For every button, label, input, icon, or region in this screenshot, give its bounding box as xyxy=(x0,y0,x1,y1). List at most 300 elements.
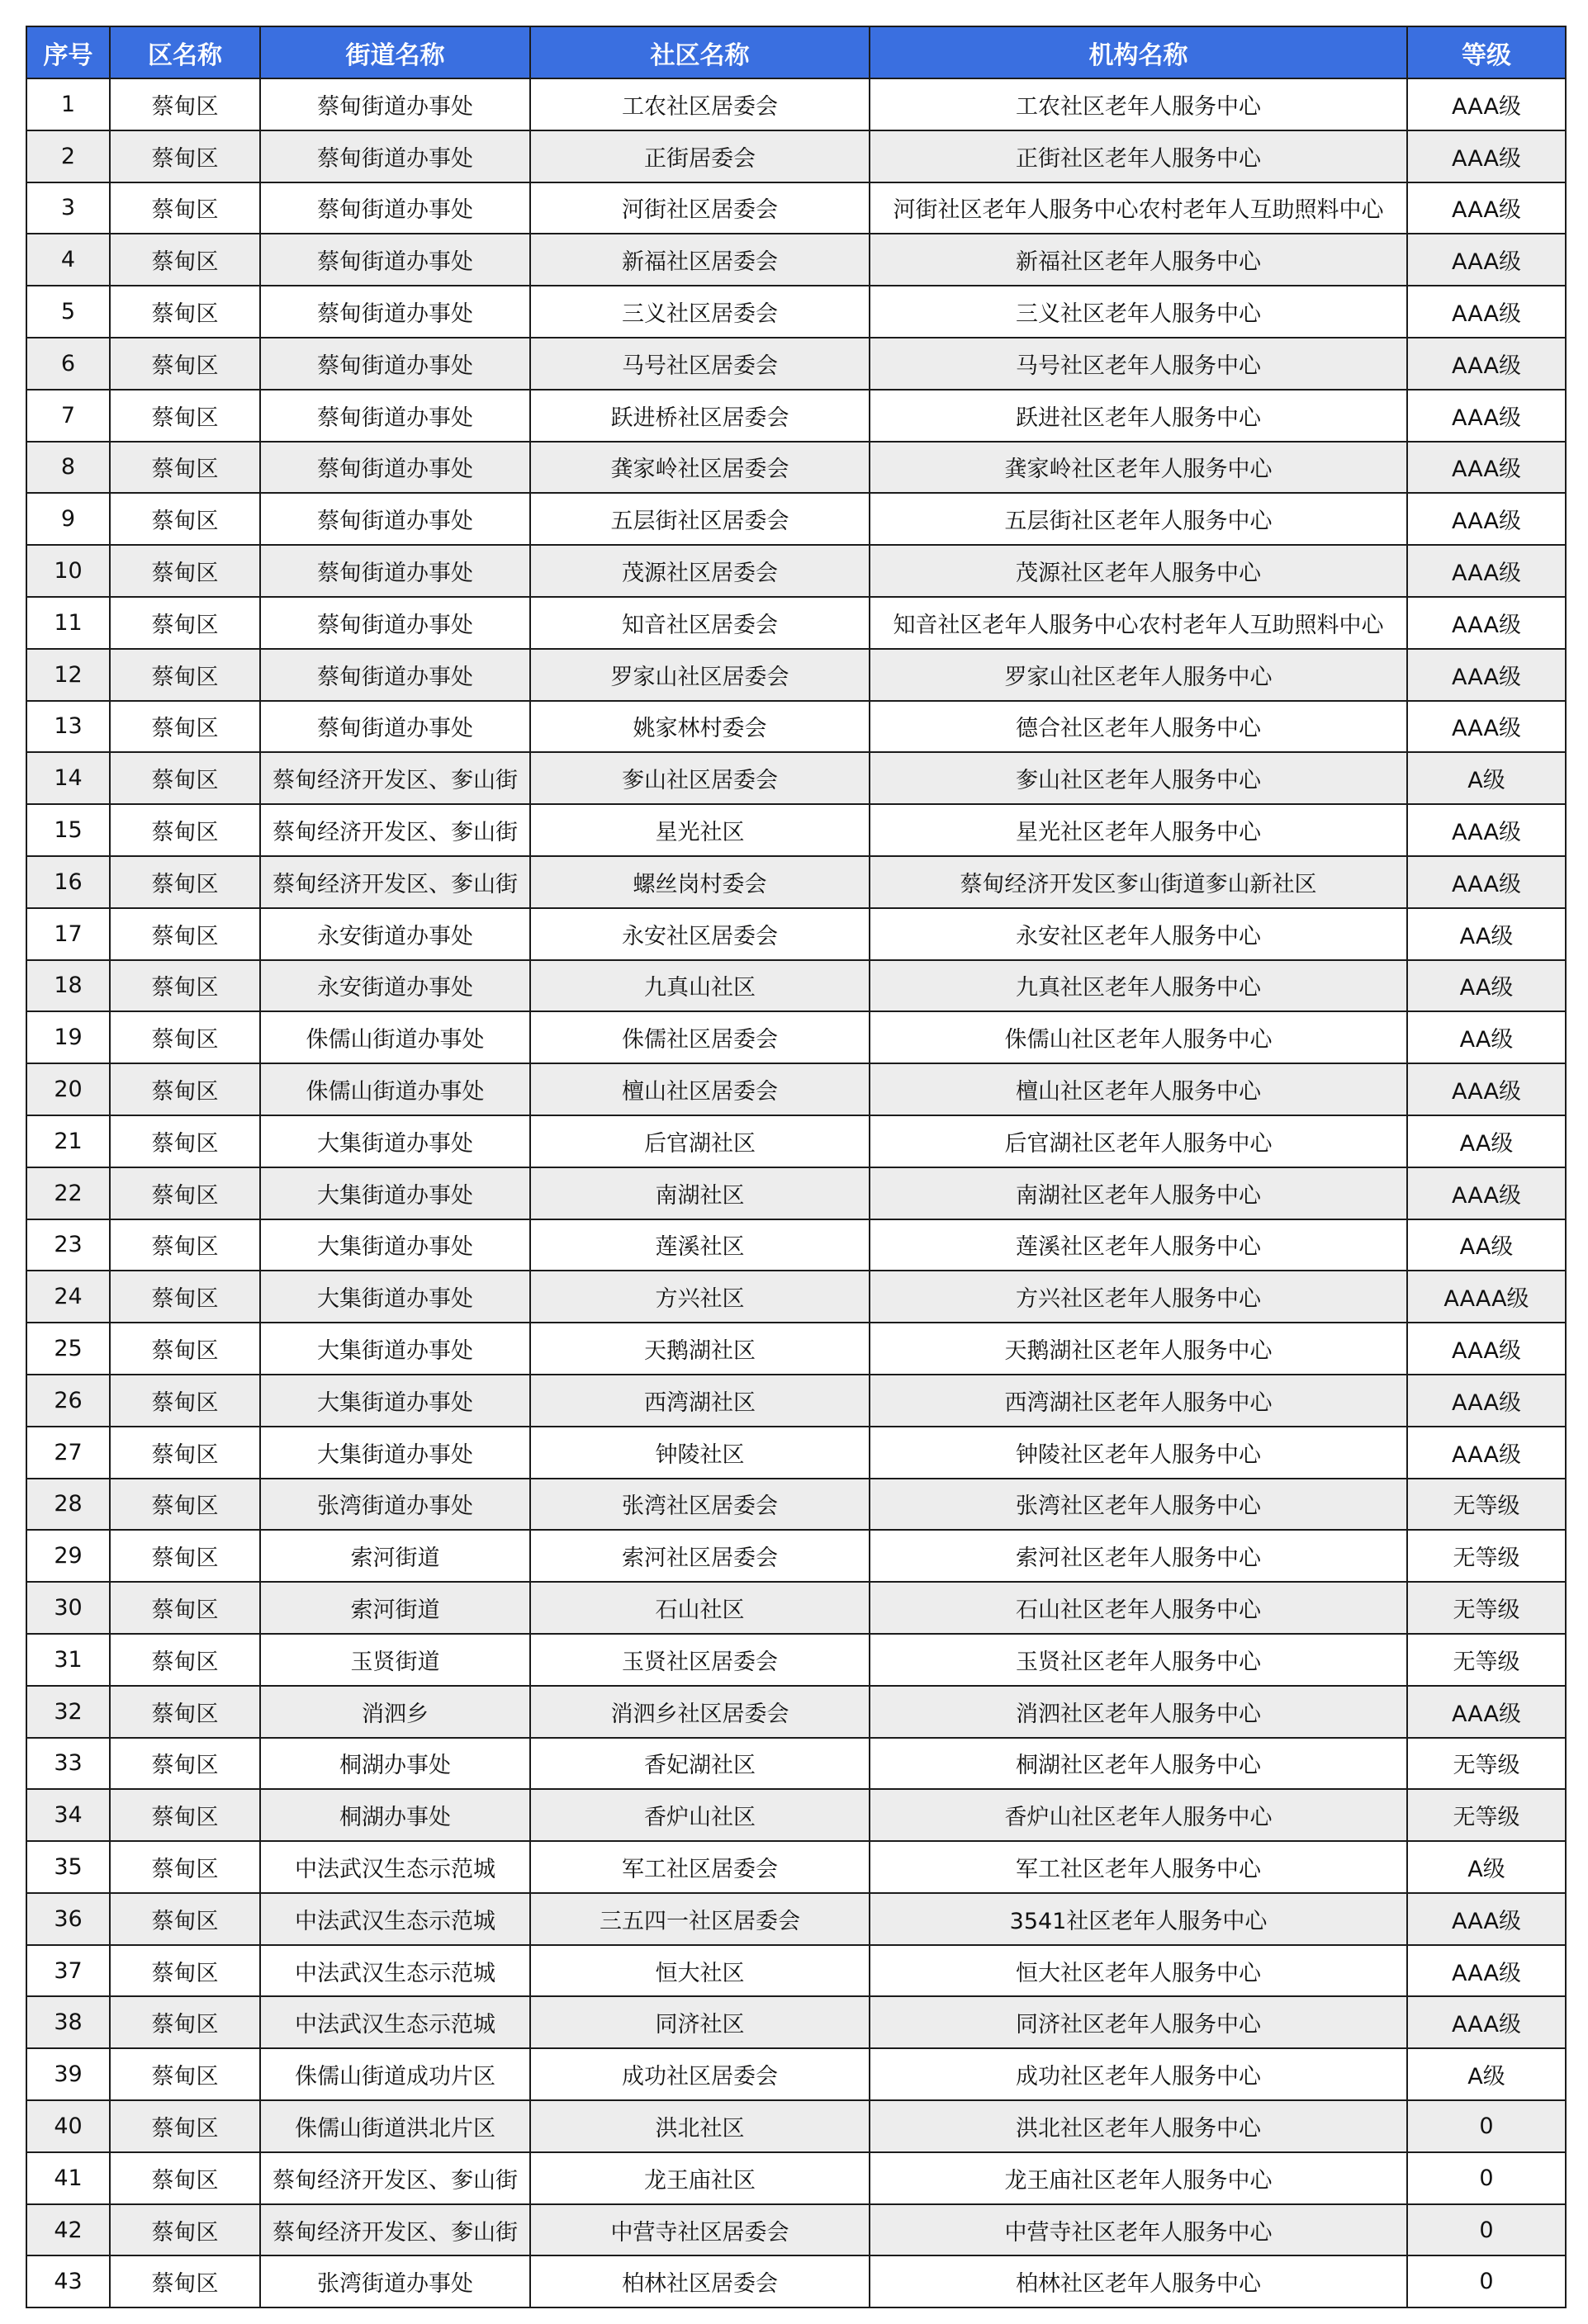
cell-index: 7 xyxy=(26,390,110,442)
cell-institution: 星光社区老年人服务中心 xyxy=(870,804,1407,856)
cell-street: 消泗乡 xyxy=(260,1686,530,1738)
cell-street: 玉贤街道 xyxy=(260,1634,530,1686)
cell-institution: 恒大社区老年人服务中心 xyxy=(870,1945,1407,1997)
cell-street: 蔡甸经济开发区、奓山街 xyxy=(260,804,530,856)
cell-grade: AAA级 xyxy=(1407,856,1566,908)
table-row xyxy=(26,130,1566,182)
cell-district: 蔡甸区 xyxy=(110,1167,260,1219)
table-row xyxy=(26,1063,1566,1115)
table-row xyxy=(26,286,1566,338)
cell-grade: 无等级 xyxy=(1407,1479,1566,1531)
cell-community: 龙王庙社区 xyxy=(530,2152,870,2204)
table-row xyxy=(26,2152,1566,2204)
table-row xyxy=(26,1271,1566,1323)
table-body xyxy=(26,78,1566,2307)
cell-street: 中法武汉生态示范城 xyxy=(260,1945,530,1997)
cell-index: 42 xyxy=(26,2204,110,2256)
cell-district: 蔡甸区 xyxy=(110,1530,260,1582)
header-institution: 机构名称 xyxy=(870,26,1407,78)
cell-district: 蔡甸区 xyxy=(110,856,260,908)
cell-street: 蔡甸街道办事处 xyxy=(260,545,530,597)
table-row xyxy=(26,1582,1566,1634)
cell-index: 11 xyxy=(26,597,110,649)
cell-institution: 茂源社区老年人服务中心 xyxy=(870,545,1407,597)
cell-grade: A级 xyxy=(1407,1841,1566,1893)
cell-institution: 南湖社区老年人服务中心 xyxy=(870,1167,1407,1219)
cell-index: 35 xyxy=(26,1841,110,1893)
elderly-service-center-table xyxy=(26,26,1567,2308)
cell-street: 大集街道办事处 xyxy=(260,1271,530,1323)
cell-institution: 方兴社区老年人服务中心 xyxy=(870,1271,1407,1323)
cell-community: 索河社区居委会 xyxy=(530,1530,870,1582)
cell-street: 大集街道办事处 xyxy=(260,1167,530,1219)
cell-grade: AAA级 xyxy=(1407,1996,1566,2048)
cell-institution: 桐湖社区老年人服务中心 xyxy=(870,1738,1407,1790)
cell-index: 6 xyxy=(26,338,110,390)
cell-community: 洪北社区 xyxy=(530,2100,870,2152)
cell-street: 蔡甸街道办事处 xyxy=(260,493,530,545)
cell-grade: AAA级 xyxy=(1407,234,1566,286)
cell-community: 新福社区居委会 xyxy=(530,234,870,286)
cell-district: 蔡甸区 xyxy=(110,78,260,130)
table-row xyxy=(26,338,1566,390)
cell-institution: 三义社区老年人服务中心 xyxy=(870,286,1407,338)
cell-street: 蔡甸经济开发区、奓山街 xyxy=(260,2152,530,2204)
cell-community: 正街居委会 xyxy=(530,130,870,182)
cell-institution: 龚家岭社区老年人服务中心 xyxy=(870,442,1407,494)
cell-institution: 玉贤社区老年人服务中心 xyxy=(870,1634,1407,1686)
cell-index: 21 xyxy=(26,1115,110,1167)
cell-institution: 跃进社区老年人服务中心 xyxy=(870,390,1407,442)
cell-community: 侏儒社区居委会 xyxy=(530,1011,870,1063)
cell-grade: 0 xyxy=(1407,2152,1566,2204)
cell-community: 钟陵社区 xyxy=(530,1427,870,1479)
cell-institution: 莲溪社区老年人服务中心 xyxy=(870,1219,1407,1271)
cell-district: 蔡甸区 xyxy=(110,1996,260,2048)
cell-community: 知音社区居委会 xyxy=(530,597,870,649)
cell-district: 蔡甸区 xyxy=(110,286,260,338)
table-row xyxy=(26,1945,1566,1997)
cell-community: 玉贤社区居委会 xyxy=(530,1634,870,1686)
table-row xyxy=(26,234,1566,286)
cell-institution: 新福社区老年人服务中心 xyxy=(870,234,1407,286)
cell-institution: 奓山社区老年人服务中心 xyxy=(870,752,1407,804)
cell-index: 38 xyxy=(26,1996,110,2048)
cell-index: 43 xyxy=(26,2255,110,2307)
cell-street: 蔡甸街道办事处 xyxy=(260,338,530,390)
cell-district: 蔡甸区 xyxy=(110,234,260,286)
cell-community: 南湖社区 xyxy=(530,1167,870,1219)
cell-community: 马号社区居委会 xyxy=(530,338,870,390)
cell-institution: 檀山社区老年人服务中心 xyxy=(870,1063,1407,1115)
cell-grade: 无等级 xyxy=(1407,1530,1566,1582)
cell-institution: 成功社区老年人服务中心 xyxy=(870,2048,1407,2100)
table-row xyxy=(26,442,1566,494)
cell-index: 37 xyxy=(26,1945,110,1997)
cell-community: 工农社区居委会 xyxy=(530,78,870,130)
cell-grade: 0 xyxy=(1407,2100,1566,2152)
cell-index: 8 xyxy=(26,442,110,494)
cell-institution: 后官湖社区老年人服务中心 xyxy=(870,1115,1407,1167)
cell-street: 蔡甸经济开发区、奓山街 xyxy=(260,752,530,804)
cell-community: 莲溪社区 xyxy=(530,1219,870,1271)
cell-street: 索河街道 xyxy=(260,1530,530,1582)
header-grade: 等级 xyxy=(1407,26,1566,78)
cell-index: 20 xyxy=(26,1063,110,1115)
cell-street: 蔡甸街道办事处 xyxy=(260,597,530,649)
cell-index: 30 xyxy=(26,1582,110,1634)
table-row xyxy=(26,1634,1566,1686)
cell-index: 14 xyxy=(26,752,110,804)
cell-index: 25 xyxy=(26,1323,110,1375)
table-row xyxy=(26,1996,1566,2048)
cell-grade: AAA级 xyxy=(1407,390,1566,442)
table-row xyxy=(26,908,1566,960)
cell-institution: 柏林社区老年人服务中心 xyxy=(870,2255,1407,2307)
cell-district: 蔡甸区 xyxy=(110,1582,260,1634)
cell-district: 蔡甸区 xyxy=(110,1011,260,1063)
cell-district: 蔡甸区 xyxy=(110,960,260,1012)
header-row xyxy=(26,26,1566,78)
cell-index: 13 xyxy=(26,701,110,753)
cell-district: 蔡甸区 xyxy=(110,182,260,234)
cell-grade: AAAA级 xyxy=(1407,1271,1566,1323)
cell-district: 蔡甸区 xyxy=(110,1686,260,1738)
cell-community: 永安社区居委会 xyxy=(530,908,870,960)
cell-street: 侏儒山街道洪北片区 xyxy=(260,2100,530,2152)
cell-district: 蔡甸区 xyxy=(110,649,260,701)
cell-institution: 香炉山社区老年人服务中心 xyxy=(870,1789,1407,1841)
cell-street: 蔡甸街道办事处 xyxy=(260,649,530,701)
cell-community: 跃进桥社区居委会 xyxy=(530,390,870,442)
cell-district: 蔡甸区 xyxy=(110,1789,260,1841)
cell-district: 蔡甸区 xyxy=(110,390,260,442)
table-row xyxy=(26,390,1566,442)
cell-grade: AAA级 xyxy=(1407,1063,1566,1115)
cell-index: 3 xyxy=(26,182,110,234)
cell-street: 侏儒山街道办事处 xyxy=(260,1063,530,1115)
cell-grade: AAA级 xyxy=(1407,1427,1566,1479)
cell-grade: 无等级 xyxy=(1407,1634,1566,1686)
cell-street: 中法武汉生态示范城 xyxy=(260,1996,530,2048)
table-row xyxy=(26,1841,1566,1893)
table-row xyxy=(26,2204,1566,2256)
cell-institution: 消泗社区老年人服务中心 xyxy=(870,1686,1407,1738)
cell-district: 蔡甸区 xyxy=(110,1945,260,1997)
cell-institution: 罗家山社区老年人服务中心 xyxy=(870,649,1407,701)
cell-community: 消泗乡社区居委会 xyxy=(530,1686,870,1738)
cell-grade: AA级 xyxy=(1407,1115,1566,1167)
cell-index: 29 xyxy=(26,1530,110,1582)
cell-street: 中法武汉生态示范城 xyxy=(260,1841,530,1893)
cell-district: 蔡甸区 xyxy=(110,701,260,753)
cell-district: 蔡甸区 xyxy=(110,1634,260,1686)
cell-institution: 石山社区老年人服务中心 xyxy=(870,1582,1407,1634)
cell-grade: AAA级 xyxy=(1407,78,1566,130)
cell-institution: 中营寺社区老年人服务中心 xyxy=(870,2204,1407,2256)
cell-street: 中法武汉生态示范城 xyxy=(260,1893,530,1945)
cell-community: 香炉山社区 xyxy=(530,1789,870,1841)
cell-street: 大集街道办事处 xyxy=(260,1219,530,1271)
cell-community: 檀山社区居委会 xyxy=(530,1063,870,1115)
table-row xyxy=(26,597,1566,649)
cell-street: 大集街道办事处 xyxy=(260,1427,530,1479)
header-district: 区名称 xyxy=(110,26,260,78)
table-row xyxy=(26,1479,1566,1531)
cell-grade: 无等级 xyxy=(1407,1582,1566,1634)
cell-district: 蔡甸区 xyxy=(110,2048,260,2100)
cell-index: 32 xyxy=(26,1686,110,1738)
cell-institution: 德合社区老年人服务中心 xyxy=(870,701,1407,753)
cell-grade: AAA级 xyxy=(1407,1686,1566,1738)
table-row xyxy=(26,2255,1566,2307)
cell-grade: AAA级 xyxy=(1407,545,1566,597)
table-row xyxy=(26,1738,1566,1790)
cell-grade: AAA级 xyxy=(1407,1375,1566,1427)
cell-institution: 龙王庙社区老年人服务中心 xyxy=(870,2152,1407,2204)
table-row xyxy=(26,1789,1566,1841)
cell-index: 16 xyxy=(26,856,110,908)
table-row xyxy=(26,1167,1566,1219)
cell-street: 蔡甸街道办事处 xyxy=(260,701,530,753)
cell-community: 螺丝岗村委会 xyxy=(530,856,870,908)
table-row xyxy=(26,1893,1566,1945)
cell-index: 19 xyxy=(26,1011,110,1063)
cell-institution: 永安社区老年人服务中心 xyxy=(870,908,1407,960)
cell-district: 蔡甸区 xyxy=(110,1323,260,1375)
cell-district: 蔡甸区 xyxy=(110,1479,260,1531)
cell-index: 40 xyxy=(26,2100,110,2152)
cell-district: 蔡甸区 xyxy=(110,1115,260,1167)
cell-street: 蔡甸街道办事处 xyxy=(260,78,530,130)
cell-district: 蔡甸区 xyxy=(110,130,260,182)
table-row xyxy=(26,856,1566,908)
cell-institution: 正街社区老年人服务中心 xyxy=(870,130,1407,182)
cell-institution: 侏儒山社区老年人服务中心 xyxy=(870,1011,1407,1063)
cell-community: 西湾湖社区 xyxy=(530,1375,870,1427)
cell-institution: 3541社区老年人服务中心 xyxy=(870,1893,1407,1945)
cell-community: 柏林社区居委会 xyxy=(530,2255,870,2307)
cell-street: 蔡甸街道办事处 xyxy=(260,390,530,442)
cell-grade: 无等级 xyxy=(1407,1789,1566,1841)
cell-street: 张湾街道办事处 xyxy=(260,2255,530,2307)
table-row xyxy=(26,960,1566,1012)
cell-district: 蔡甸区 xyxy=(110,597,260,649)
cell-street: 侏儒山街道办事处 xyxy=(260,1011,530,1063)
cell-index: 31 xyxy=(26,1634,110,1686)
cell-community: 五层街社区居委会 xyxy=(530,493,870,545)
table-row xyxy=(26,752,1566,804)
cell-district: 蔡甸区 xyxy=(110,545,260,597)
table-row xyxy=(26,1011,1566,1063)
cell-street: 蔡甸经济开发区、奓山街 xyxy=(260,856,530,908)
cell-district: 蔡甸区 xyxy=(110,1271,260,1323)
table-row xyxy=(26,804,1566,856)
cell-grade: AAA级 xyxy=(1407,1945,1566,1997)
cell-grade: AA级 xyxy=(1407,1219,1566,1271)
cell-index: 33 xyxy=(26,1738,110,1790)
cell-street: 大集街道办事处 xyxy=(260,1375,530,1427)
cell-institution: 天鹅湖社区老年人服务中心 xyxy=(870,1323,1407,1375)
cell-community: 后官湖社区 xyxy=(530,1115,870,1167)
cell-index: 5 xyxy=(26,286,110,338)
table-row xyxy=(26,2100,1566,2152)
table-row xyxy=(26,1686,1566,1738)
cell-index: 1 xyxy=(26,78,110,130)
cell-grade: AA级 xyxy=(1407,1011,1566,1063)
cell-district: 蔡甸区 xyxy=(110,752,260,804)
table-row xyxy=(26,1530,1566,1582)
cell-district: 蔡甸区 xyxy=(110,1893,260,1945)
cell-grade: AAA级 xyxy=(1407,1323,1566,1375)
cell-district: 蔡甸区 xyxy=(110,338,260,390)
cell-index: 22 xyxy=(26,1167,110,1219)
cell-district: 蔡甸区 xyxy=(110,1219,260,1271)
cell-community: 罗家山社区居委会 xyxy=(530,649,870,701)
cell-district: 蔡甸区 xyxy=(110,1738,260,1790)
cell-index: 28 xyxy=(26,1479,110,1531)
cell-district: 蔡甸区 xyxy=(110,1841,260,1893)
cell-index: 26 xyxy=(26,1375,110,1427)
cell-street: 大集街道办事处 xyxy=(260,1323,530,1375)
cell-index: 17 xyxy=(26,908,110,960)
cell-grade: AAA级 xyxy=(1407,1167,1566,1219)
cell-community: 成功社区居委会 xyxy=(530,2048,870,2100)
cell-district: 蔡甸区 xyxy=(110,2255,260,2307)
table-row xyxy=(26,78,1566,130)
cell-street: 侏儒山街道成功片区 xyxy=(260,2048,530,2100)
cell-street: 蔡甸街道办事处 xyxy=(260,234,530,286)
cell-institution: 钟陵社区老年人服务中心 xyxy=(870,1427,1407,1479)
cell-community: 张湾社区居委会 xyxy=(530,1479,870,1531)
cell-institution: 洪北社区老年人服务中心 xyxy=(870,2100,1407,2152)
cell-grade: AAA级 xyxy=(1407,701,1566,753)
cell-district: 蔡甸区 xyxy=(110,2100,260,2152)
table-row xyxy=(26,545,1566,597)
cell-institution: 索河社区老年人服务中心 xyxy=(870,1530,1407,1582)
cell-community: 中营寺社区居委会 xyxy=(530,2204,870,2256)
cell-grade: AA级 xyxy=(1407,908,1566,960)
cell-index: 39 xyxy=(26,2048,110,2100)
cell-institution: 张湾社区老年人服务中心 xyxy=(870,1479,1407,1531)
cell-street: 永安街道办事处 xyxy=(260,908,530,960)
cell-institution: 五层街社区老年人服务中心 xyxy=(870,493,1407,545)
cell-institution: 同济社区老年人服务中心 xyxy=(870,1996,1407,2048)
cell-community: 天鹅湖社区 xyxy=(530,1323,870,1375)
cell-grade: AAA级 xyxy=(1407,442,1566,494)
cell-grade: 无等级 xyxy=(1407,1738,1566,1790)
table-row xyxy=(26,1219,1566,1271)
cell-index: 24 xyxy=(26,1271,110,1323)
header-street: 街道名称 xyxy=(260,26,530,78)
cell-index: 12 xyxy=(26,649,110,701)
table-row xyxy=(26,1427,1566,1479)
cell-district: 蔡甸区 xyxy=(110,493,260,545)
cell-grade: AAA级 xyxy=(1407,286,1566,338)
table-row xyxy=(26,2048,1566,2100)
cell-index: 36 xyxy=(26,1893,110,1945)
cell-community: 茂源社区居委会 xyxy=(530,545,870,597)
cell-grade: AAA级 xyxy=(1407,649,1566,701)
cell-street: 蔡甸经济开发区、奓山街 xyxy=(260,2204,530,2256)
cell-street: 索河街道 xyxy=(260,1582,530,1634)
cell-grade: AAA级 xyxy=(1407,804,1566,856)
cell-community: 同济社区 xyxy=(530,1996,870,2048)
cell-community: 姚家林村委会 xyxy=(530,701,870,753)
cell-district: 蔡甸区 xyxy=(110,804,260,856)
table-row xyxy=(26,1115,1566,1167)
cell-street: 蔡甸街道办事处 xyxy=(260,182,530,234)
cell-district: 蔡甸区 xyxy=(110,1375,260,1427)
header-community: 社区名称 xyxy=(530,26,870,78)
cell-grade: A级 xyxy=(1407,2048,1566,2100)
cell-institution: 军工社区老年人服务中心 xyxy=(870,1841,1407,1893)
cell-institution: 知音社区老年人服务中心农村老年人互助照料中心 xyxy=(870,597,1407,649)
cell-grade: 0 xyxy=(1407,2204,1566,2256)
table-header xyxy=(26,26,1566,78)
cell-street: 永安街道办事处 xyxy=(260,960,530,1012)
header-index: 序号 xyxy=(26,26,110,78)
cell-district: 蔡甸区 xyxy=(110,1427,260,1479)
cell-grade: A级 xyxy=(1407,752,1566,804)
cell-street: 蔡甸街道办事处 xyxy=(260,286,530,338)
cell-street: 桐湖办事处 xyxy=(260,1738,530,1790)
cell-institution: 马号社区老年人服务中心 xyxy=(870,338,1407,390)
cell-institution: 九真社区老年人服务中心 xyxy=(870,960,1407,1012)
cell-district: 蔡甸区 xyxy=(110,908,260,960)
cell-street: 蔡甸街道办事处 xyxy=(260,442,530,494)
cell-index: 4 xyxy=(26,234,110,286)
cell-district: 蔡甸区 xyxy=(110,2152,260,2204)
cell-district: 蔡甸区 xyxy=(110,442,260,494)
cell-grade: AA级 xyxy=(1407,960,1566,1012)
table-row xyxy=(26,182,1566,234)
cell-index: 18 xyxy=(26,960,110,1012)
table-row xyxy=(26,493,1566,545)
cell-index: 23 xyxy=(26,1219,110,1271)
cell-community: 军工社区居委会 xyxy=(530,1841,870,1893)
cell-community: 龚家岭社区居委会 xyxy=(530,442,870,494)
cell-community: 三义社区居委会 xyxy=(530,286,870,338)
cell-institution: 蔡甸经济开发区奓山街道奓山新社区 xyxy=(870,856,1407,908)
cell-community: 星光社区 xyxy=(530,804,870,856)
cell-index: 41 xyxy=(26,2152,110,2204)
table-row xyxy=(26,649,1566,701)
cell-index: 9 xyxy=(26,493,110,545)
data-table-container xyxy=(26,26,1565,2308)
table-row xyxy=(26,1375,1566,1427)
table-row xyxy=(26,701,1566,753)
cell-community: 恒大社区 xyxy=(530,1945,870,1997)
cell-community: 河街社区居委会 xyxy=(530,182,870,234)
table-row xyxy=(26,1323,1566,1375)
cell-street: 张湾街道办事处 xyxy=(260,1479,530,1531)
cell-grade: AAA级 xyxy=(1407,493,1566,545)
cell-district: 蔡甸区 xyxy=(110,1063,260,1115)
cell-grade: 0 xyxy=(1407,2255,1566,2307)
cell-index: 2 xyxy=(26,130,110,182)
cell-index: 34 xyxy=(26,1789,110,1841)
cell-index: 15 xyxy=(26,804,110,856)
cell-community: 香妃湖社区 xyxy=(530,1738,870,1790)
cell-community: 九真山社区 xyxy=(530,960,870,1012)
cell-institution: 河街社区老年人服务中心农村老年人互助照料中心 xyxy=(870,182,1407,234)
cell-community: 三五四一社区居委会 xyxy=(530,1893,870,1945)
cell-institution: 工农社区老年人服务中心 xyxy=(870,78,1407,130)
cell-street: 蔡甸街道办事处 xyxy=(260,130,530,182)
cell-community: 奓山社区居委会 xyxy=(530,752,870,804)
cell-community: 石山社区 xyxy=(530,1582,870,1634)
